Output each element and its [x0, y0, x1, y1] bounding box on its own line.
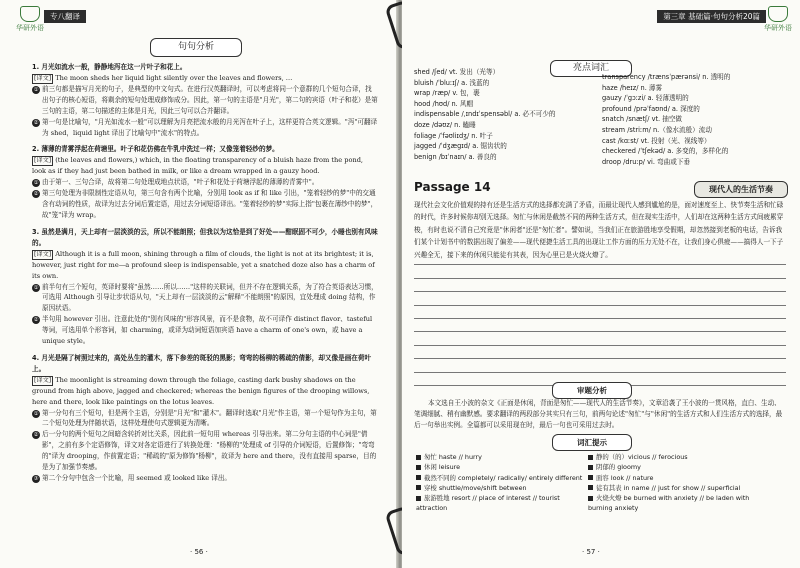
item-title: 2. 薄薄的青雾浮起在荷塘里。叶子和花仿佛在牛乳中洗过一样；又像笼着轻纱的梦。	[32, 145, 279, 154]
section-title: 句句分析	[150, 38, 242, 57]
item-title: 3. 虽然是满月，天上却有一层淡淡的云，所以不能朗照；但我以为这恰是到了好处——酣眠固不可少，小睡也别有风味的。	[32, 227, 378, 247]
tip-row: 截然不同的 completely/ radically/ entirely different 面容 look // nature	[416, 473, 786, 483]
item-title: 1. 月光如流水一般，静静地泻在这一片叶子和花上。	[32, 63, 187, 71]
analysis-text: 本文选自王小波的杂文《正面是休闲，背面是匆忙——现代人的生活节奏》，文章沿袭了王小波的一贯风格，直白、生动、笔调细腻、稍有幽默感。要求翻译的两段部分其实只有三句，前两句论述"匆忙"与"休闲"的生活方式和人们生活方式的选择，最后一句举出实例。全篇都可以采用现在时，最后一句也可采用过去时。	[414, 399, 783, 429]
brand-text: 华研外语	[764, 24, 792, 32]
bullet-icon	[588, 465, 593, 470]
vocab-entry: haze /heɪz/ n. 薄雾	[602, 83, 663, 92]
tip-row: 匆忙 haste // hurry 静的（的）vicious // ferocious	[416, 452, 786, 462]
bullet-icon	[588, 455, 593, 460]
vocab-entry: benign /bɪˈnaɪn/ a. 善良的	[414, 152, 497, 161]
page-number: · 56 ·	[190, 548, 208, 556]
left-page	[0, 0, 398, 568]
publisher-logo	[16, 6, 44, 33]
translation: [译文] Although it is a full moon, shining through a film of clouds, the light is not at its brightest; it is, however, just right for me—a profound sleep is indispensable, yet a snatched doze also has a charm of its own.	[32, 249, 375, 280]
note: ② 第三句处理为非限制性定语从句，第三句含有两个比喻，分别用 look as if 和 like 引出，"笼着轻纱的梦"中的交通含有动词的性质，故译为过去分词后置定语，用过去分词短语译出。"笼着轻纱的梦"实际上指"包裹在薄纱中的梦"，故"笼"译为 wrap。	[33, 189, 378, 219]
vocab-entry: cast /kɑːst/ vt. 投射（光、视线等）	[602, 136, 711, 145]
vocab-entry: jagged /ˈdʒægɪd/ a. 锯齿状的	[414, 142, 507, 151]
answer-lines	[414, 252, 786, 386]
bullet-icon	[588, 496, 593, 501]
translation: [译文] The moonlight is streaming down through the foliage, casting dark bushy shadows on the ground from high above, jagged and checkered; whereas the benign figures of the drooping willows, here and there, look like paintings on the lotus leaves.	[32, 375, 370, 406]
vocab-entry: gauzy /ˈgɔːzi/ a. 轻薄透明的	[602, 94, 689, 103]
bullet-icon	[416, 465, 421, 470]
vocab-entry: checkered /ˈtʃekəd/ a. 多变的，多样化的	[602, 147, 729, 156]
vocab-entry: stream /striːm/ n.（像水流般）流动	[602, 125, 712, 134]
vocab-entry: droop /druːp/ vi. 弯曲或下垂	[602, 157, 691, 166]
vocab-entry: foliage /ˈfəʊliɪdʒ/ n. 叶子	[414, 131, 493, 140]
passage-number: 14	[473, 180, 491, 194]
vocab-entry: indispensable /ˌɪndɪˈspensəbl/ a. 必不可少的	[414, 110, 556, 119]
vocab-list-left	[414, 67, 604, 162]
brand-text: 华研外语	[16, 24, 44, 32]
bullet-icon	[588, 475, 593, 480]
tip-row: 旅游胜地 resort // place of interest // tourist attraction 火烧火燎 be burned with anxiety // be laden with burning anxiety	[416, 494, 750, 513]
sentence-analysis	[32, 62, 378, 484]
publisher-logo	[764, 6, 792, 33]
vocab-entry: profound /prəˈfaʊnd/ a. 深度的	[602, 104, 700, 113]
bullet-icon	[416, 475, 421, 480]
bullet-icon	[416, 496, 421, 501]
vocab-section-title: 亮点词汇	[550, 60, 632, 77]
translation: [译文] (the leaves and flowers,) which, in the floating transparency of a bluish haze from the pond, look as if they had just been bathed in milk, or like a dream wrapped in a gauzy hood.	[32, 156, 364, 176]
bullet-icon	[588, 485, 593, 490]
passage-text: 现代社会文化价值观的持有还是生活方式的选择都充满了矛盾，而最让现代人感到尴尬的是，面对速度至上、快节奏生活和忙碌的时代，许多时候你却别无选择。匆忙与休闲是截然不同的两种生活方式，但在现实生活中，人们却在这两种生活方式间疲累穿梭，有时也说不清自己究竟是"休闲者"还是"匆忙者"。譬如说，当我们正在旅游胜地享受假期，却忽然接到老板的电话，告诉我们某个计划书中的数据出现了偏差——现代便捷生活工具的出现让工作方面的压力无处不在，让我们身心俱疲——搞得人一下子兴趣全无，接下来的休闲只能徒有其表，因为心里已是火烧火燎了。	[414, 201, 784, 259]
vocab-tips	[416, 452, 786, 514]
right-page	[402, 0, 800, 568]
note: ① 第一分句有三个短句，但是两个主语，分别是"月光"和"灌木"。翻译时选取"月光"作主语，第一个短句作为主句，第二个短句处理为伴随状语，这样处理使句式逻辑更为清晰。	[33, 408, 377, 428]
vocab-entry: shed /ʃed/ vt. 发出（光等）	[414, 68, 500, 76]
note: ② 后一分句的两个短句之间暗含转折对比关系，因此前一短句用 whereas 引导出来。第二分句主语的中心词是"倩影"，之前有多个定语修饰，译文对各定语进行了转换处理："杨柳的"处理成 of 引导的介词短语，后置修饰；"弯弯的"译为 drooping，作前置定语；"稀疏的"原为修饰"杨柳"，故译为 here and there，没有直接用 sparse，目的是为了加强节奏感。	[33, 430, 377, 472]
item-title: 4. 月光是隔了树照过来的，高处丛生的灌木，落下参差的斑驳的黑影；弯弯的杨柳的稀疏的倩影，却又像是画在荷叶上。	[32, 353, 372, 373]
vocab-entry: bluish /ˈbluːɪʃ/ a. 浅蓝的	[414, 78, 490, 87]
note: ① 前三句都是描写月光的句子，是典型的中文句式。在进行汉英翻译时，可以考虑将同一个意群的几个短句合译，找出句子的核心短语，将剩余的短句处理成修饰成分。因此，第一句的主语是"月光"，第二句的宾语（叶子和花）是第三句的主语，第二句描述的主体是月光，因此三句可以合并翻译。	[33, 84, 378, 115]
bullet-icon	[416, 455, 421, 460]
tips-title: 词汇提示	[552, 434, 632, 451]
vocab-entry: hood /hʊd/ n. 风帽	[414, 99, 474, 108]
book-logo-icon	[20, 6, 40, 22]
tip-row: 休闲 leisure 阴郁的 gloomy	[416, 462, 786, 472]
tip-row: 穿梭 shuttle/move/shift between 徒有其表 in name // just for show // superficial	[416, 483, 786, 493]
vocab-entry: wrap /ræp/ v. 包，裹	[414, 89, 480, 98]
note: ① 由于第一、三句合译，故将第二句处理成地点状语，"叶子和花处于荷塘浮起的薄薄的青雾中"。	[33, 178, 319, 187]
chapter-tag: 第三章 基础篇·句句分析20篇	[657, 10, 766, 23]
vocab-entry: snatch /snætʃ/ vt. 抽空做	[602, 115, 683, 124]
translation: [译文] The moon sheds her liquid light silently over the leaves and flowers, …	[34, 73, 293, 82]
passage-title: 现代人的生活节奏	[694, 181, 788, 198]
passage-heading	[414, 180, 491, 194]
bullet-icon	[416, 485, 421, 490]
book-logo-icon	[768, 6, 788, 22]
note: ② 半句用 however 引出。注意此处的"别有风味的"形容风景，而不是食物，故不可译作 distinct flavor、tasteful 等词，可选用单个形容词，如 charming，或译为动词短语加宾语 have a charm of one's own，或 have a unique style。	[33, 315, 373, 346]
header-tag: 专八翻译	[44, 10, 86, 23]
vocab-list-right	[602, 72, 796, 167]
vocab-entry: doze /dəʊz/ n. 瞌睡	[414, 120, 476, 129]
page-number: · 57 ·	[582, 548, 600, 556]
note: ③ 第二个分句中包含一个比喻，用 seemed 或 looked like 译出。	[33, 474, 232, 482]
vocab-entry: transparency /trænsˈpærənsi/ n. 透明的	[602, 73, 731, 81]
analysis-title: 审题分析	[552, 382, 632, 399]
passage-label: Passage	[414, 180, 470, 194]
note: ① 前半句有三个短句，英译时要将"虽然……所以……"这样的关联词，但并不存在逻辑关系，为了符合英语表达习惯，可选用 Although 引导让步状语从句，"天上却有一层淡淡的云"解释"不能朗照"的原因，宜处理成 doing 结构，作原因状语。	[33, 282, 378, 313]
note: ② 第一句是比喻句，"月光如流水一般"可以理解为月亮把流水般的月光泻在叶子上，这样更符合英文逻辑。"泻"可翻译为 shed，liquid light 译出了比喻句中"流水"的特点。	[33, 117, 378, 137]
